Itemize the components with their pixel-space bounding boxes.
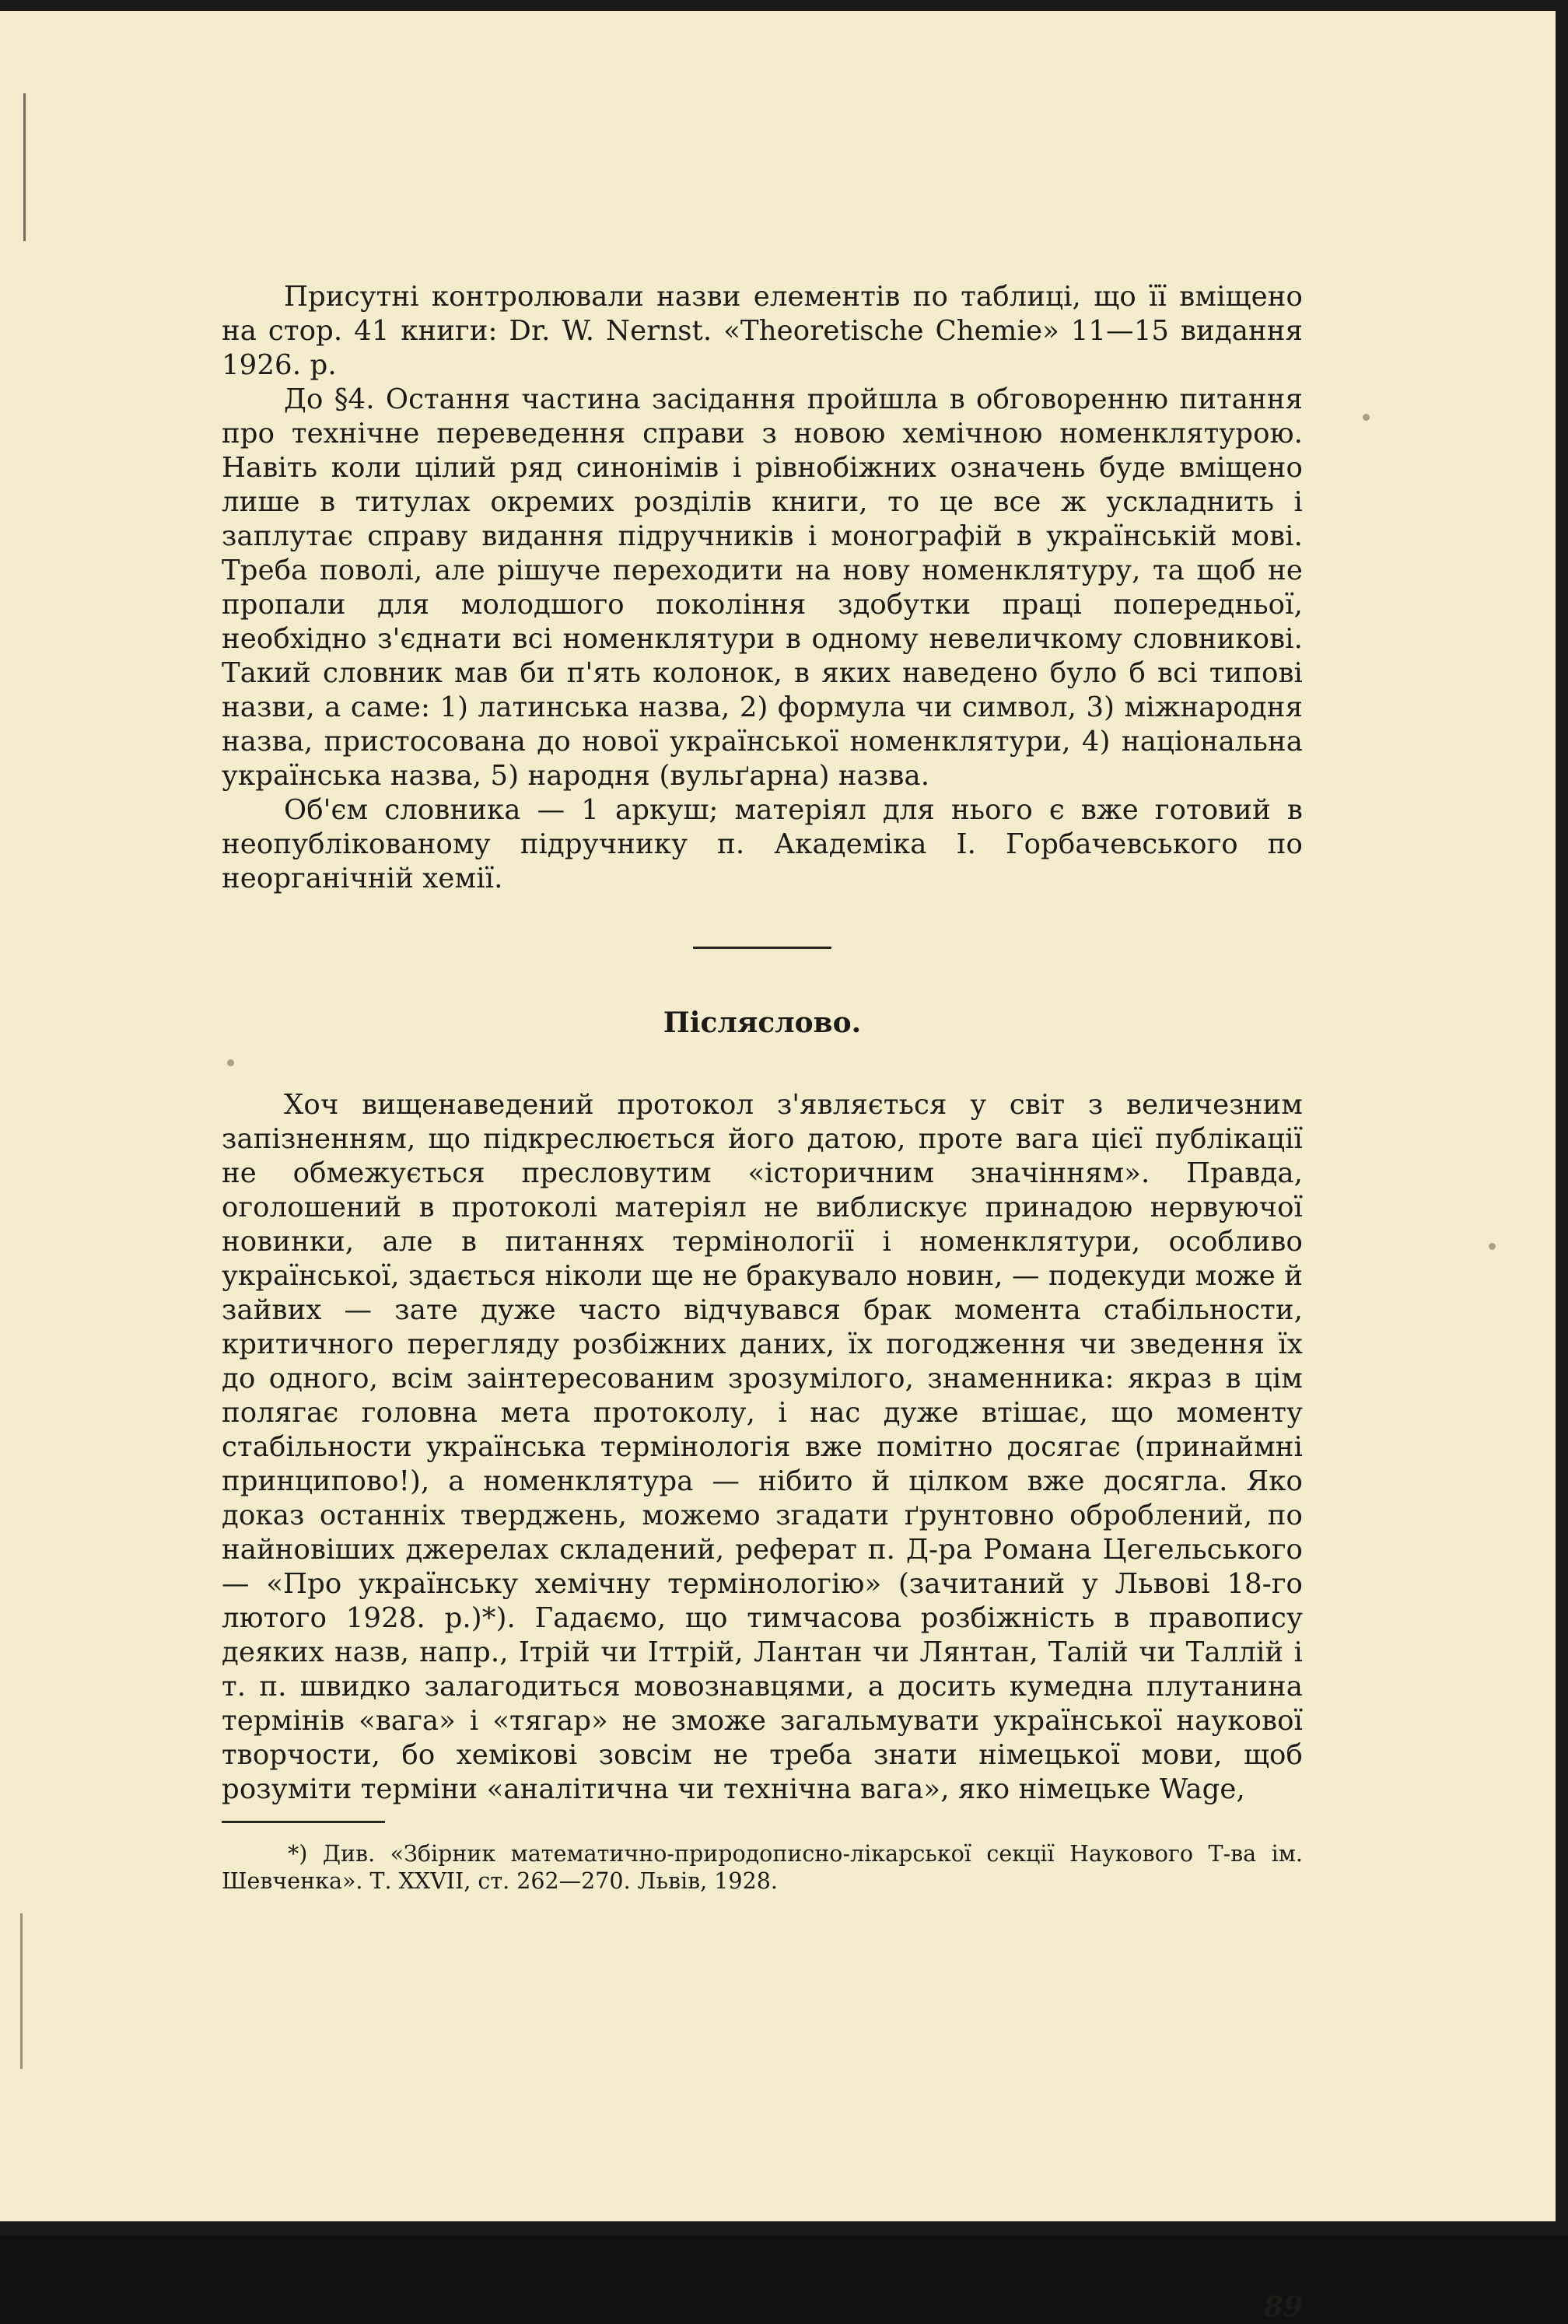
scan-speck — [1489, 1243, 1496, 1250]
scan-edge-right — [1556, 0, 1568, 2235]
scan-edge-bottom — [0, 2221, 1568, 2235]
page-body — [222, 280, 1303, 2323]
scan-edge-top — [0, 0, 1568, 11]
paragraph: Хоч вищенаведений протокол з'являється у світ з величезним запізненням, що підкреслюється його датою, проте вага цієї публікації не обмежується пресловутим «історичним значінням». Правда, оголошений в протоколі матеріял не виблискує принадою нервуючої новинки, але в питаннях термінології і номенклятури, особливо української, здається ніколи ще не бракувало новин, — подекуди може й зайвих — зате дуже часто відчувався брак момента стабільности, критичного перегляду розбіжних даних, їх погодження чи зведення їх до одного, всім заінтересованим зрозумілого, знаменника: якраз в цім полягає головна мета протоколу, і нас дуже втішає, що моменту стабільности українська термінологія вже помітно досягає (принаймні принципово!), а номенклятура — нібито й цілком вже досягла. Яко доказ останніх тверджень, можемо згадати ґрунтовно оброблений, по найновіших джерелах складений, реферат п. Д-ра Романа Цегельського — «Про українську хемічну термінологію» (зачитаний у Львові 18-го лютого 1928. р.)*). Гадаємо, що тимчасова розбіжність в правопису деяких назв, напр., Ітрій чи Іттрій, Лантан чи Лянтан, Талій чи Таллій і т. п. швидко залагодиться мовознавцями, а досить кумедна плутанина термінів «вага» і «тягар» не зможе загальмувати української наукової творчости, бо хемікові зовсім не треба знати німецької мови, щоб розуміти терміни «аналітична чи технічна вага», яко німецьке Wage, — [222, 1089, 1303, 1805]
binding-shadow — [20, 1913, 23, 2069]
footnote-rule — [222, 1821, 385, 1823]
section-divider — [693, 947, 831, 949]
page-number: 89 — [1263, 2291, 1303, 2323]
paragraph: До §4. Остання частина засідання пройшла в обговоренню питання про технічне переведення справи з новою хемічною номенклятурою. Навіть коли цілий ряд синонімів і рівнобіжних означень буде вміщено лише в титулах окремих розділів книги, то це все ж ускладнить і заплутає справу видання підручників і монографій в українській мові. Треба поволі, але рішуче переходити на нову номенклятуру, та щоб не пропали для молодшого покоління здобутки праці попередньої, необхідно з'єднати всі номенклятури в одному невеличкому словникові. Такий словник мав би п'ять колонок, в яких наведено було б всі типові назви, а саме: 1) латинська назва, 2) формула чи символ, 3) міжнародня назва, пристосована до нової української номенклятури, 4) національна українська назва, 5) народня (вульґарна) назва. — [222, 383, 1303, 792]
footnote: *) Див. «Збірник математично-природописно-лікарської секції Наукового Т-ва ім. Шевченка». Т. XXVII, ст. 262—270. Львів, 1928. — [222, 1841, 1303, 1894]
paragraph: Об'єм словника — 1 аркуш; матеріял для нього є вже готовий в неопублікованому підручнику п. Академіка І. Горбачевського по неорганічній хемії. — [222, 794, 1303, 894]
binding-shadow — [23, 93, 26, 241]
section-heading: Післяслово. — [663, 1006, 862, 1039]
scan-speck — [1363, 414, 1370, 421]
paragraph: Присутні контролювали назви елементів по таблиці, що її вміщено на стор. 41 книги: Dr. W. Nernst. «Theoretische Chemie» 11—15 видання 1926. р. — [222, 281, 1303, 381]
